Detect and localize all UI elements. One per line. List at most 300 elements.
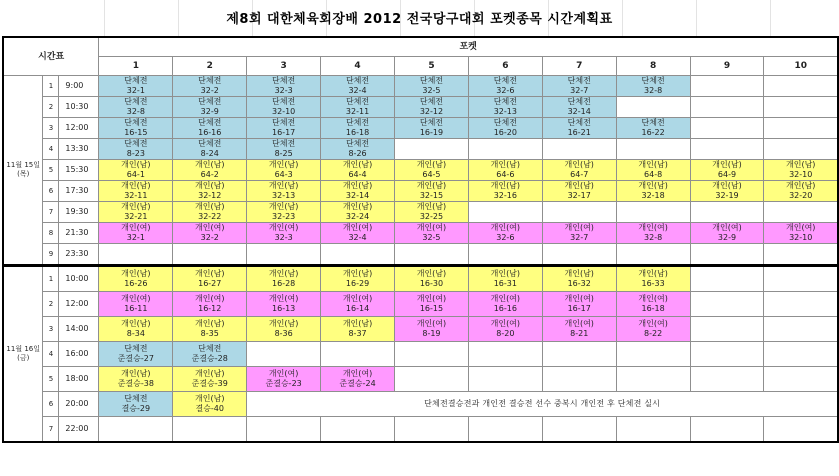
match-type: 개인(여) xyxy=(121,294,151,303)
match-type: 개인(남) xyxy=(121,181,151,190)
slot-time: 20:00 xyxy=(59,392,99,417)
match-cell xyxy=(395,223,469,244)
match-cell xyxy=(247,266,321,292)
match-cell xyxy=(468,223,542,244)
match-cell xyxy=(395,97,469,118)
match-cell xyxy=(99,292,173,317)
match-type: 개인(남) xyxy=(786,181,816,190)
match-code: 64-1 xyxy=(126,170,145,179)
match-cell xyxy=(764,97,838,118)
match-cell xyxy=(616,97,690,118)
match-code: 64-4 xyxy=(348,170,367,179)
match-cell xyxy=(616,266,690,292)
match-cell xyxy=(542,266,616,292)
match-type: 개인(남) xyxy=(564,181,594,190)
match-code: 16-13 xyxy=(272,304,296,313)
match-cell xyxy=(321,97,395,118)
table-number-2: 2 xyxy=(173,57,247,76)
match-type: 개인(남) xyxy=(342,319,373,328)
match-code: 결승-29 xyxy=(121,404,151,413)
match-code: 16-18 xyxy=(641,304,665,313)
match-cell xyxy=(99,223,173,244)
match-cell xyxy=(173,342,247,367)
match-code: 32-18 xyxy=(641,191,665,200)
match-cell xyxy=(173,118,247,139)
slot-time: 9:00 xyxy=(59,76,99,97)
slot-time: 18:00 xyxy=(59,367,99,392)
match-cell xyxy=(616,118,690,139)
match-code: 8-25 xyxy=(274,149,293,158)
match-cell xyxy=(616,160,690,181)
match-cell xyxy=(321,139,395,160)
slot-time: 22:00 xyxy=(59,417,99,443)
slot-time: 21:30 xyxy=(59,223,99,244)
match-code: 32-12 xyxy=(419,107,444,116)
match-cell xyxy=(542,97,616,118)
match-cell xyxy=(173,202,247,223)
match-cell xyxy=(321,342,395,367)
slot-time: 15:30 xyxy=(59,160,99,181)
slot-number: 4 xyxy=(43,139,59,160)
match-cell xyxy=(173,417,247,443)
match-type: 단체전 xyxy=(272,118,296,127)
table-number-row xyxy=(3,57,838,76)
match-type: 개인(남) xyxy=(121,202,151,211)
match-cell xyxy=(468,181,542,202)
match-code: 32-9 xyxy=(717,233,737,242)
match-code: 16-15 xyxy=(124,128,148,137)
match-code: 32-11 xyxy=(124,191,148,200)
slot-number: 7 xyxy=(43,417,59,443)
match-cell xyxy=(616,367,690,392)
match-type: 개인(남) xyxy=(638,269,668,278)
match-cell xyxy=(321,292,395,317)
match-code: 32-10 xyxy=(789,233,813,242)
match-code: 32-2 xyxy=(200,86,219,95)
match-cell xyxy=(247,118,321,139)
match-cell xyxy=(764,223,838,244)
match-code: 16-33 xyxy=(641,279,665,288)
match-type: 단체전 xyxy=(419,76,444,85)
table-number-10: 10 xyxy=(764,57,838,76)
match-cell xyxy=(321,160,395,181)
match-code: 16-32 xyxy=(567,279,591,288)
match-cell xyxy=(247,139,321,160)
match-code: 32-24 xyxy=(345,212,370,221)
match-cell xyxy=(616,342,690,367)
match-cell xyxy=(542,367,616,392)
match-code: 32-12 xyxy=(198,191,222,200)
match-code: 32-3 xyxy=(274,233,293,242)
match-type: 단체전 xyxy=(198,97,222,106)
table-number-8: 8 xyxy=(616,57,690,76)
match-cell xyxy=(395,139,469,160)
slot-number: 3 xyxy=(43,118,59,139)
match-type: 개인(여) xyxy=(416,294,447,303)
match-code: 32-3 xyxy=(274,86,293,95)
match-cell xyxy=(247,317,321,342)
slot-number: 4 xyxy=(43,342,59,367)
match-type: 개인(남) xyxy=(564,160,594,169)
match-cell xyxy=(616,223,690,244)
time-slot-row xyxy=(3,244,838,266)
match-code: 64-7 xyxy=(570,170,589,179)
match-cell xyxy=(395,417,469,443)
match-cell xyxy=(690,292,764,317)
match-cell xyxy=(247,244,321,266)
match-cell xyxy=(468,97,542,118)
match-cell xyxy=(395,160,469,181)
match-code: 32-1 xyxy=(126,233,145,242)
table-number-1: 1 xyxy=(99,57,173,76)
match-type: 단체전 xyxy=(419,118,444,127)
match-code: 32-6 xyxy=(496,233,515,242)
match-type: 개인(남) xyxy=(195,319,225,328)
match-code: 16-16 xyxy=(493,304,517,313)
match-cell xyxy=(468,292,542,317)
match-code: 16-17 xyxy=(567,304,591,313)
match-code: 32-7 xyxy=(570,233,589,242)
match-code: 32-5 xyxy=(422,233,441,242)
match-type: 단체전 xyxy=(124,344,148,353)
match-code: 32-13 xyxy=(493,107,517,116)
match-type: 개인(남) xyxy=(416,160,447,169)
match-code: 32-19 xyxy=(715,191,739,200)
match-cell xyxy=(99,139,173,160)
match-cell xyxy=(542,160,616,181)
slot-number: 6 xyxy=(43,181,59,202)
slot-time: 16:00 xyxy=(59,342,99,367)
match-cell xyxy=(321,317,395,342)
match-cell xyxy=(616,292,690,317)
time-slot-row xyxy=(3,317,838,342)
match-type: 단체전 xyxy=(124,118,148,127)
match-code: 64-6 xyxy=(496,170,515,179)
match-type: 개인(여) xyxy=(638,294,668,303)
match-cell xyxy=(690,118,764,139)
time-slot-row xyxy=(3,392,838,417)
match-code: 32-14 xyxy=(567,107,591,116)
title-row xyxy=(0,0,839,36)
match-type: 개인(여) xyxy=(342,294,373,303)
match-type: 단체전 xyxy=(641,118,665,127)
time-slot-row xyxy=(3,342,838,367)
match-type: 개인(여) xyxy=(195,223,225,232)
match-cell xyxy=(395,292,469,317)
match-cell xyxy=(690,181,764,202)
match-code: 16-27 xyxy=(198,279,222,288)
match-code: 8-37 xyxy=(348,329,367,338)
match-cell xyxy=(99,244,173,266)
match-cell xyxy=(468,266,542,292)
time-slot-row xyxy=(3,118,838,139)
match-cell xyxy=(542,223,616,244)
match-cell xyxy=(99,76,173,97)
match-cell xyxy=(764,266,838,292)
match-code: 16-30 xyxy=(419,279,444,288)
match-type: 개인(남) xyxy=(195,202,225,211)
match-code: 8-21 xyxy=(570,329,589,338)
match-type: 개인(여) xyxy=(268,294,299,303)
slot-time: 23:30 xyxy=(59,244,99,266)
match-cell xyxy=(173,244,247,266)
match-cell xyxy=(616,317,690,342)
match-cell xyxy=(99,417,173,443)
match-cell xyxy=(99,317,173,342)
match-cell xyxy=(247,342,321,367)
match-code: 32-20 xyxy=(789,191,813,200)
match-code: 8-19 xyxy=(422,329,441,338)
match-cell xyxy=(395,342,469,367)
match-type: 개인(남) xyxy=(342,160,373,169)
time-slot-row xyxy=(3,202,838,223)
match-type: 개인(남) xyxy=(342,269,373,278)
table-number-7: 7 xyxy=(542,57,616,76)
match-type: 단체전 xyxy=(641,76,665,85)
match-code: 32-21 xyxy=(124,212,148,221)
match-type: 개인(여) xyxy=(342,223,373,232)
match-cell xyxy=(468,76,542,97)
match-type: 개인(남) xyxy=(564,269,594,278)
match-cell xyxy=(173,76,247,97)
match-code: 32-15 xyxy=(419,191,444,200)
match-code: 16-16 xyxy=(198,128,222,137)
header-row xyxy=(3,37,838,57)
slot-number: 5 xyxy=(43,160,59,181)
match-type: 개인(남) xyxy=(195,269,225,278)
match-cell xyxy=(247,160,321,181)
match-type: 개인(남) xyxy=(638,160,668,169)
match-type: 단체전 xyxy=(272,76,296,85)
match-code: 32-25 xyxy=(419,212,444,221)
slot-time: 12:00 xyxy=(59,118,99,139)
match-cell xyxy=(690,244,764,266)
match-type: 개인(남) xyxy=(416,181,447,190)
match-code: 32-10 xyxy=(272,107,296,116)
match-cell xyxy=(690,139,764,160)
match-code: 8-23 xyxy=(126,149,145,158)
match-type: 개인(남) xyxy=(195,394,225,403)
match-type: 단체전 xyxy=(345,97,370,106)
match-type: 개인(여) xyxy=(195,294,225,303)
match-cell xyxy=(395,317,469,342)
match-cell xyxy=(173,367,247,392)
match-type: 개인(남) xyxy=(195,181,225,190)
match-cell xyxy=(395,266,469,292)
schedule-table xyxy=(2,36,839,443)
match-cell xyxy=(173,181,247,202)
slot-time: 10:00 xyxy=(59,266,99,292)
match-type: 단체전 xyxy=(345,76,370,85)
match-code: 16-31 xyxy=(493,279,517,288)
match-cell xyxy=(542,202,616,223)
match-cell xyxy=(616,244,690,266)
match-cell xyxy=(395,367,469,392)
match-type: 개인(남) xyxy=(268,269,299,278)
match-code: 32-9 xyxy=(200,107,219,116)
match-cell xyxy=(616,76,690,97)
match-type: 개인(여) xyxy=(416,319,447,328)
match-type: 개인(남) xyxy=(268,160,299,169)
match-cell xyxy=(468,317,542,342)
match-code: 32-11 xyxy=(345,107,370,116)
match-type: 개인(남) xyxy=(342,202,373,211)
table-number-6: 6 xyxy=(468,57,542,76)
match-cell xyxy=(764,317,838,342)
table-number-5: 5 xyxy=(395,57,469,76)
match-cell xyxy=(690,317,764,342)
match-cell xyxy=(99,118,173,139)
match-type: 개인(남) xyxy=(121,269,151,278)
match-type: 개인(여) xyxy=(416,223,447,232)
match-type: 개인(남) xyxy=(490,181,521,190)
match-cell xyxy=(395,202,469,223)
match-cell xyxy=(690,342,764,367)
match-cell xyxy=(616,202,690,223)
match-cell xyxy=(321,76,395,97)
match-code: 64-8 xyxy=(644,170,663,179)
match-code: 8-36 xyxy=(274,329,293,338)
slot-number: 1 xyxy=(43,76,59,97)
time-slot-row xyxy=(3,76,838,97)
match-code: 32-4 xyxy=(348,233,367,242)
match-cell xyxy=(690,417,764,443)
slot-number: 9 xyxy=(43,244,59,266)
match-type: 개인(여) xyxy=(490,294,521,303)
match-cell xyxy=(247,202,321,223)
match-cell xyxy=(173,392,247,417)
match-code: 32-2 xyxy=(200,233,219,242)
match-code: 64-2 xyxy=(200,170,219,179)
table-number-4: 4 xyxy=(321,57,395,76)
match-type: 단체전 xyxy=(272,139,296,148)
match-cell xyxy=(99,342,173,367)
match-code: 8-20 xyxy=(496,329,515,338)
time-slot-row xyxy=(3,181,838,202)
match-cell xyxy=(395,244,469,266)
match-code: 16-29 xyxy=(345,279,370,288)
match-cell xyxy=(764,244,838,266)
match-type: 개인(남) xyxy=(712,160,742,169)
match-type: 개인(여) xyxy=(342,369,373,378)
match-code: 32-8 xyxy=(126,107,145,116)
match-cell xyxy=(395,118,469,139)
match-code: 준결승-28 xyxy=(191,354,228,363)
match-type: 개인(남) xyxy=(121,319,151,328)
match-code: 32-14 xyxy=(345,191,370,200)
match-code: 32-16 xyxy=(493,191,517,200)
match-cell xyxy=(468,367,542,392)
match-code: 준결승-27 xyxy=(117,354,154,363)
match-type: 단체전 xyxy=(419,97,444,106)
match-cell xyxy=(764,181,838,202)
match-cell xyxy=(99,202,173,223)
match-cell xyxy=(542,76,616,97)
match-cell xyxy=(690,76,764,97)
match-cell xyxy=(173,223,247,244)
match-cell xyxy=(764,367,838,392)
slot-number: 8 xyxy=(43,223,59,244)
slot-number: 3 xyxy=(43,317,59,342)
match-type: 개인(남) xyxy=(490,160,521,169)
match-cell xyxy=(468,202,542,223)
match-type: 개인(여) xyxy=(564,223,594,232)
slot-number: 5 xyxy=(43,367,59,392)
match-type: 단체전 xyxy=(198,118,222,127)
match-cell xyxy=(247,76,321,97)
match-cell xyxy=(247,292,321,317)
match-cell xyxy=(542,244,616,266)
match-code: 16-26 xyxy=(124,279,148,288)
match-cell xyxy=(99,160,173,181)
match-cell xyxy=(764,118,838,139)
match-type: 단체전 xyxy=(198,139,222,148)
match-code: 32-5 xyxy=(422,86,441,95)
match-code: 준결승-39 xyxy=(191,379,228,388)
match-code: 16-21 xyxy=(567,128,591,137)
match-cell xyxy=(321,367,395,392)
match-code: 16-20 xyxy=(493,128,517,137)
time-slot-row xyxy=(3,160,838,181)
match-type: 개인(남) xyxy=(195,369,225,378)
match-cell xyxy=(764,139,838,160)
match-code: 16-17 xyxy=(272,128,296,137)
match-type: 개인(여) xyxy=(564,319,594,328)
match-cell xyxy=(764,76,838,97)
schedule-label: 시간표 xyxy=(3,37,99,76)
match-type: 개인(여) xyxy=(121,223,151,232)
time-slot-row xyxy=(3,417,838,443)
time-slot-row xyxy=(3,223,838,244)
match-code: 32-8 xyxy=(644,86,663,95)
match-cell xyxy=(542,317,616,342)
pocket-label: 포켓 xyxy=(99,37,838,57)
match-code: 32-6 xyxy=(496,86,515,95)
match-code: 16-11 xyxy=(124,304,148,313)
match-type: 단체전 xyxy=(345,118,370,127)
match-code: 16-14 xyxy=(345,304,370,313)
match-cell xyxy=(321,244,395,266)
match-cell xyxy=(173,97,247,118)
slot-number: 1 xyxy=(43,266,59,292)
match-cell xyxy=(468,160,542,181)
match-type: 개인(여) xyxy=(712,223,742,232)
match-cell xyxy=(395,181,469,202)
match-code: 8-24 xyxy=(200,149,219,158)
match-type: 단체전 xyxy=(567,118,591,127)
match-cell xyxy=(616,417,690,443)
match-code: 8-22 xyxy=(644,329,663,338)
match-code: 32-8 xyxy=(644,233,663,242)
match-cell xyxy=(690,223,764,244)
match-code: 8-34 xyxy=(126,329,145,338)
match-type: 개인(여) xyxy=(490,319,521,328)
match-type: 개인(남) xyxy=(195,160,225,169)
match-cell xyxy=(247,367,321,392)
match-cell xyxy=(247,97,321,118)
match-type: 개인(남) xyxy=(268,202,299,211)
match-type: 개인(여) xyxy=(638,319,668,328)
match-type: 단체전 xyxy=(567,76,591,85)
match-type: 단체전 xyxy=(272,97,296,106)
match-code: 32-13 xyxy=(272,191,296,200)
match-type: 개인(남) xyxy=(416,202,447,211)
match-cell xyxy=(173,160,247,181)
match-code: 8-35 xyxy=(200,329,219,338)
match-cell xyxy=(468,118,542,139)
match-code: 32-23 xyxy=(272,212,296,221)
match-cell xyxy=(321,266,395,292)
